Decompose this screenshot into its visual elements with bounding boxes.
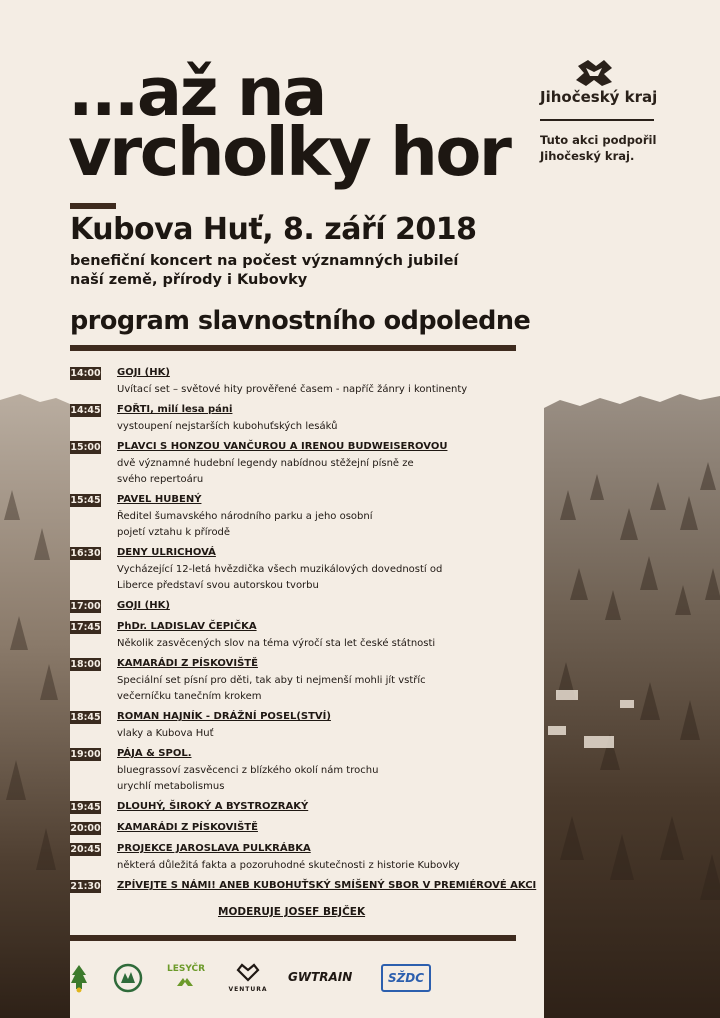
performer-name: PhDr. LADISLAV ČEPIČKA [117, 621, 257, 632]
time-badge: 15:00 [70, 442, 101, 453]
kraj-emblem-icon [574, 58, 614, 88]
jihocesky-kraj-logo [540, 58, 656, 164]
performance-description: některá důležitá fakta a pozoruhodné skutečnosti z historie Kubovky [117, 860, 460, 871]
gw-train-logo: GWTRAIN [288, 970, 353, 984]
performance-description: pojetí vztahu k přírodě [117, 527, 231, 538]
ventura-text: VENTURA [228, 986, 268, 993]
moderator-credit: MODERUJE JOSEF BEJČEK [218, 906, 366, 918]
ventura-heart-icon [235, 962, 261, 982]
kraj-note-line-2: Jihočeský kraj. [540, 149, 635, 163]
performance-description: Několik zasvěcených slov na téma výročí sta let české státnosti [117, 638, 436, 649]
lesy-cr-logo [167, 964, 205, 988]
performer-name: PAVEL HUBENÝ [117, 494, 202, 505]
time-badge: 21:30 [70, 881, 101, 892]
performer-name: GOJI (HK) [117, 600, 170, 611]
ventura-logo [228, 962, 268, 993]
lesy-cr-arrow-icon [175, 976, 195, 988]
performance-description: urychlí metabolismus [117, 781, 225, 792]
title-accent-bar [70, 203, 116, 209]
performance-description: Uvítací set – světové hity prověřené časem - napříč žánry i kontinenty [117, 384, 468, 395]
title-line-2: vrcholky hor [68, 113, 510, 191]
time-badge: 20:45 [70, 844, 101, 855]
tagline-line-1: benefiční koncert na počest významných jubileí [70, 253, 459, 269]
time-badge: 15:45 [70, 495, 101, 506]
kraj-support-note [540, 132, 656, 164]
performer-name: GOJI (HK) [117, 367, 170, 378]
performer-name: PLAVCI S HONZOU VANČUROU A IRENOU BUDWEISEROVOU [117, 441, 448, 452]
performer-name: KAMARÁDI Z PÍSKOVIŠTĚ [117, 822, 258, 833]
performance-description: Liberce představí svou autorskou tvorbu [117, 580, 319, 591]
program-heading-rule [70, 345, 516, 351]
time-badge: 18:00 [70, 659, 101, 670]
performer-name: ROMAN HAJNÍK - DRÁŽNÍ POSEL(STVÍ) [117, 711, 331, 722]
szdc-logo: SŽDC [381, 964, 431, 992]
time-badge: 17:00 [70, 601, 101, 612]
performance-description: Speciální set písní pro děti, tak aby ti nejmenší mohli jít vstříc [117, 675, 426, 686]
kraj-name: Jihočeský kraj [540, 88, 658, 106]
performance-description: dvě významné hudební legendy nabídnou stěžejní písně ze [117, 458, 414, 469]
time-badge: 16:30 [70, 548, 101, 559]
time-badge: 19:45 [70, 802, 101, 813]
performance-description: bluegrassoví zasvěcenci z blízkého okolí nám trochu [117, 765, 379, 776]
performer-name: PÁJA & SPOL. [117, 748, 192, 759]
performer-name: ZPÍVEJTE S NÁMI! ANEB KUBOHUŤSKÝ SMÍŠENÝ SBOR V PREMIÉROVÉ AKCI [117, 880, 537, 891]
title-line-1: ...až na [68, 53, 325, 131]
village-crest-logo [70, 963, 88, 993]
performance-description: vystoupení nejstarších kubohuťských lesáků [117, 421, 338, 432]
performance-description: Ředitel šumavského národního parku a jeho osobní [117, 511, 373, 522]
event-date-location: Kubova Huť, 8. září 2018 [70, 212, 477, 247]
program-heading: program slavnostního odpoledne [70, 306, 531, 336]
bottom-rule [70, 935, 516, 941]
performer-name: FOŘTI, milí lesa páni [117, 404, 233, 415]
npsumava-logo [113, 963, 143, 993]
performer-name: DENY ULRICHOVÁ [117, 547, 216, 558]
time-badge: 14:45 [70, 405, 101, 416]
time-badge: 20:00 [70, 823, 101, 834]
event-tagline [70, 252, 458, 290]
performance-description: Vycházející 12-letá hvězdička všech muzikálových dovedností od [117, 564, 443, 575]
kraj-note-line-1: Tuto akci podpořil [540, 133, 657, 147]
lesy-cr-text: LESYČR [167, 964, 206, 974]
time-badge: 19:00 [70, 749, 101, 760]
performance-description: vlaky a Kubova Huť [117, 728, 214, 739]
time-badge: 18:45 [70, 712, 101, 723]
time-badge: 17:45 [70, 622, 101, 633]
poster-title [68, 53, 510, 191]
tagline-line-2: naší země, přírody i Kubovky [70, 272, 308, 288]
performer-name: PROJEKCE JAROSLAVA PULKRÁBKA [117, 843, 311, 854]
performance-description: večerníčku tanečním krokem [117, 691, 262, 702]
performer-name: KAMARÁDI Z PÍSKOVIŠTĚ [117, 658, 258, 669]
performance-description: svého repertoáru [117, 474, 204, 485]
time-badge: 14:00 [70, 368, 101, 379]
kraj-divider [540, 119, 654, 121]
performer-name: DLOUHÝ, ŠIROKÝ A BYSTROZRAKÝ [117, 801, 309, 812]
